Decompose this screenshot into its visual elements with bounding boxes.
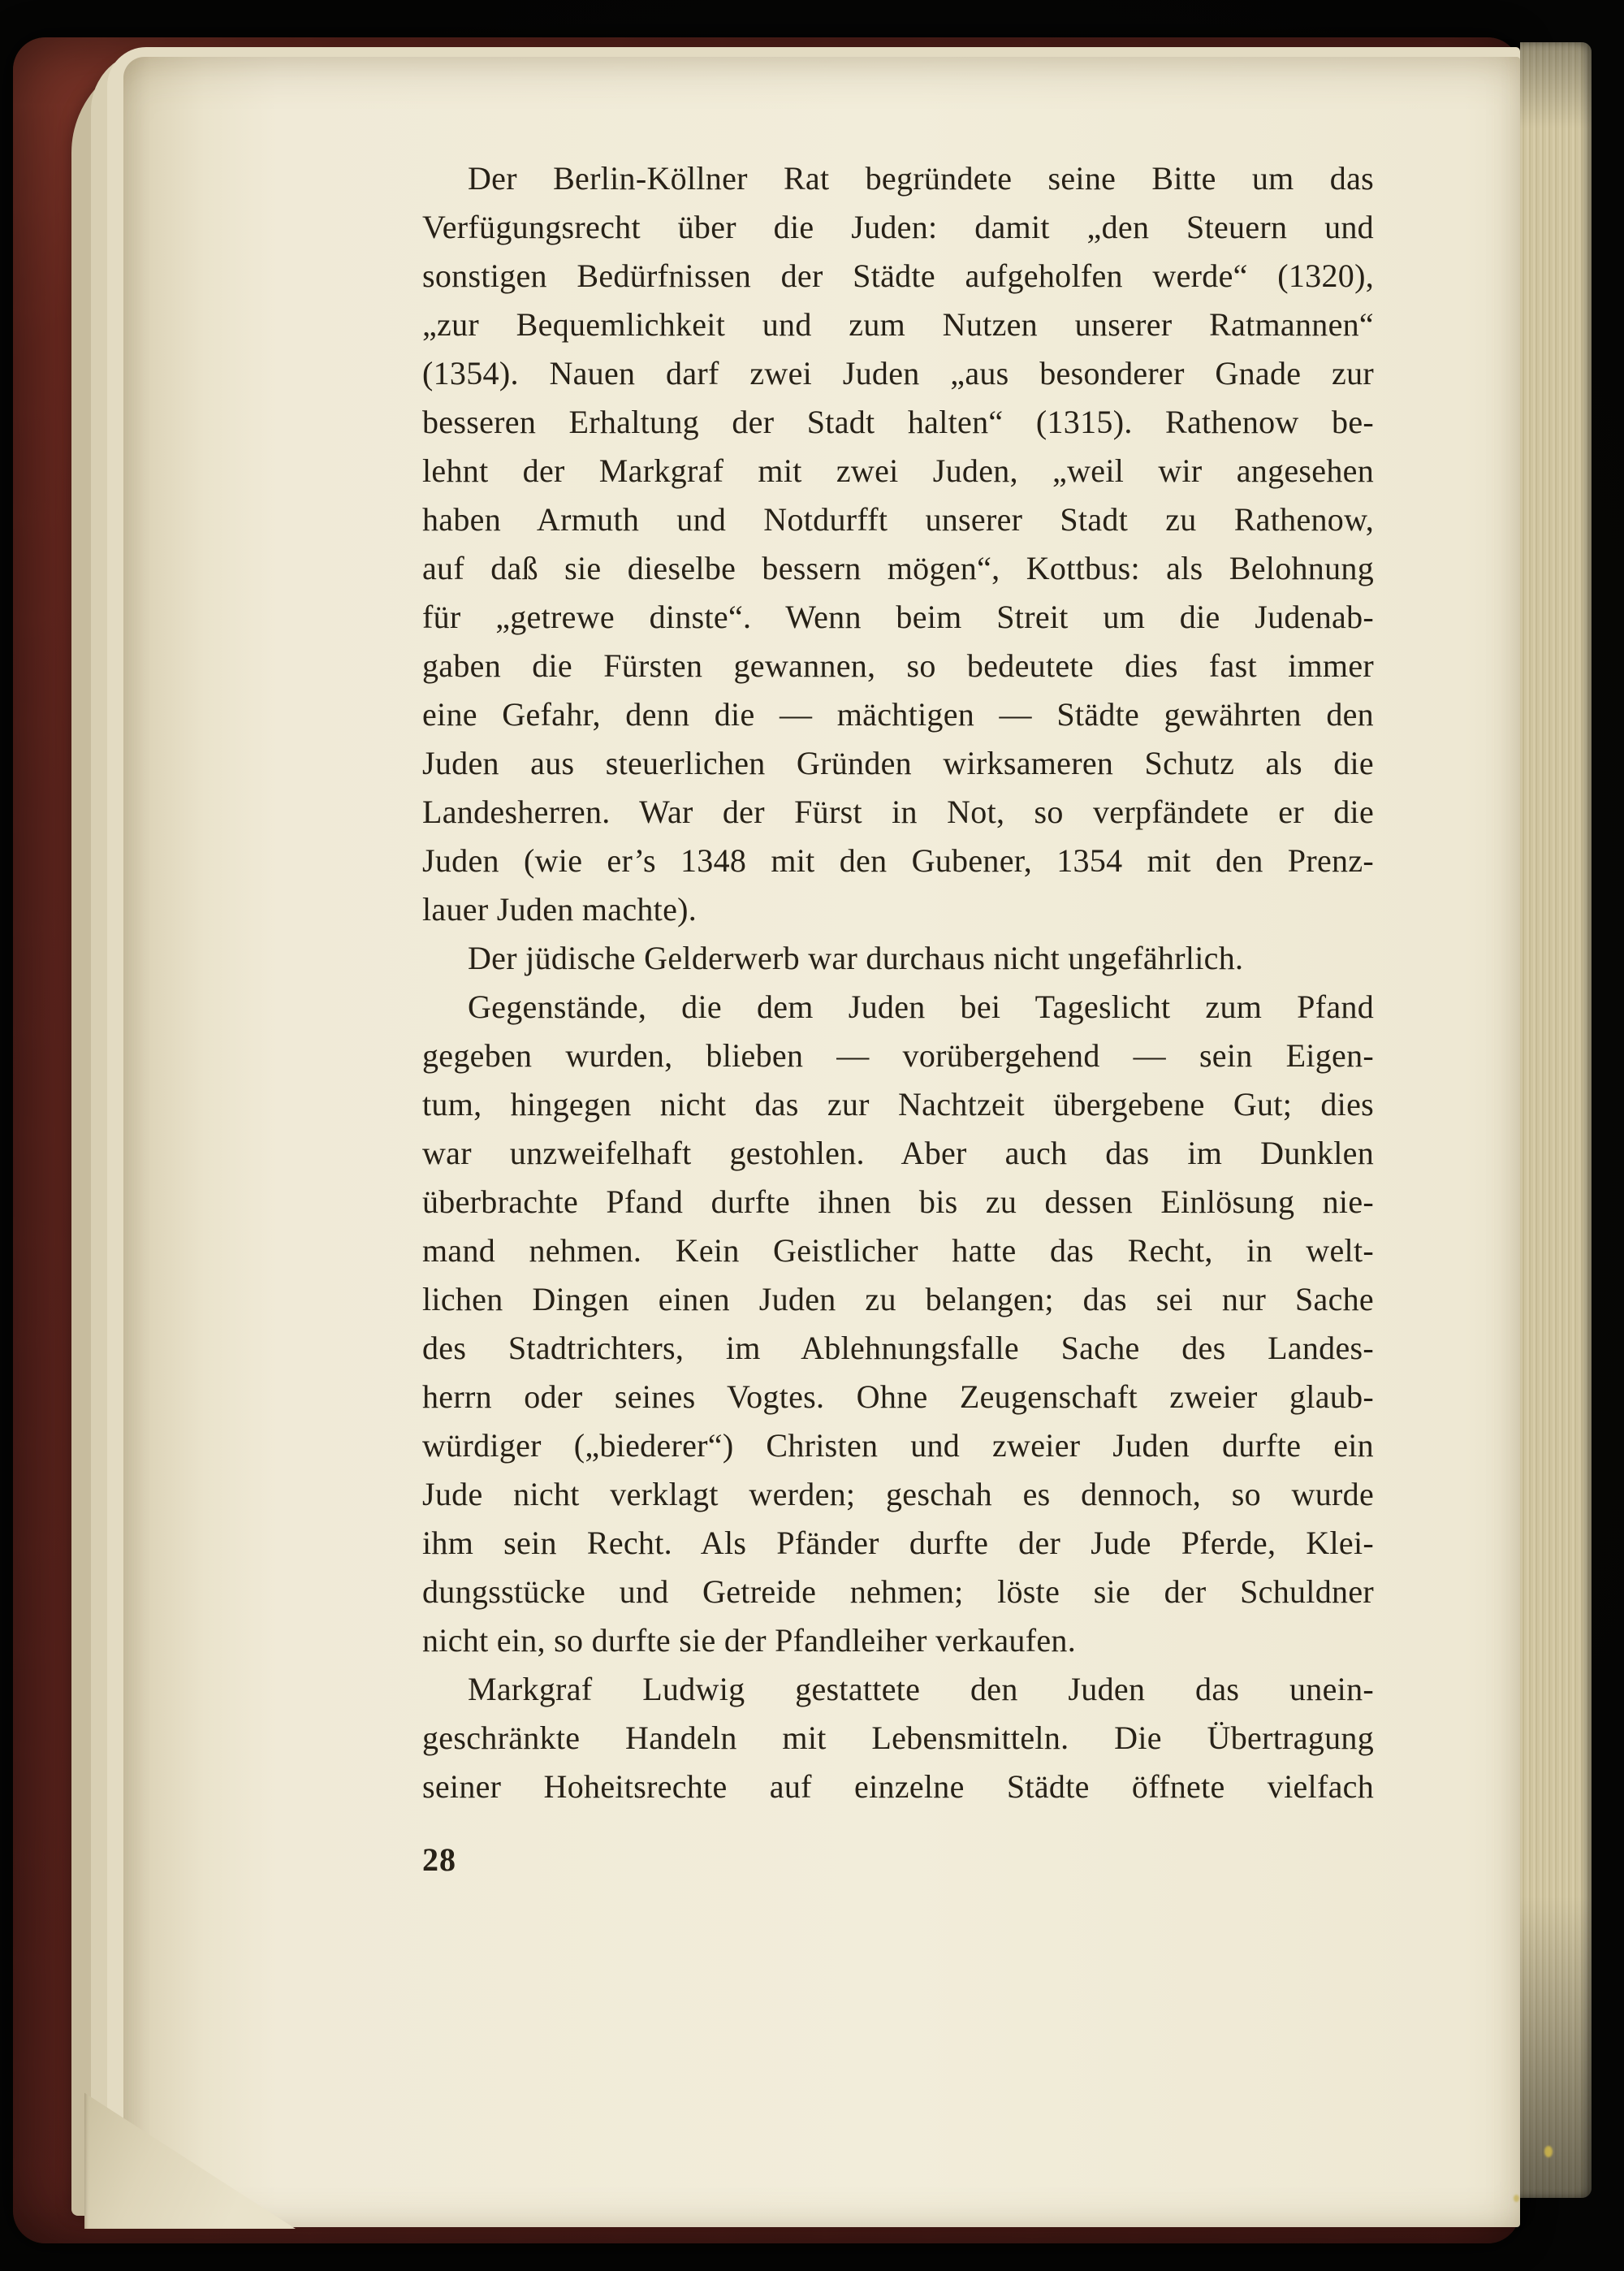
text-line: Jude nicht verklagt werden; geschah es dennoch, so wurde	[422, 1476, 1374, 1512]
text-line: „zur Bequemlichkeit und zum Nutzen unserer Ratmannen“	[422, 306, 1374, 343]
text-line: geschränkte Handeln mit Lebensmitteln. Die Übertragung	[422, 1719, 1374, 1756]
text-line: gaben die Fürsten gewannen, so bedeutete dies fast immer	[422, 647, 1374, 684]
text-line: lichen Dingen einen Juden zu belangen; das sei nur Sache	[422, 1281, 1374, 1317]
text-line: dungsstücke und Getreide nehmen; löste sie der Schuldner	[422, 1573, 1374, 1610]
paragraph	[422, 983, 1374, 1665]
text-line: herrn oder seines Vogtes. Ohne Zeugenschaft zweier glaub-	[422, 1378, 1374, 1415]
text-line: Der Berlin-Köllner Rat begründete seine Bitte um das	[468, 160, 1374, 197]
text-line: ihm sein Recht. Als Pfänder durfte der Jude Pferde, Klei-	[422, 1525, 1374, 1561]
text-line: Landesherren. War der Fürst in Not, so verpfändete er die	[422, 794, 1374, 830]
text-line: überbrachte Pfand durfte ihnen bis zu dessen Einlösung nie-	[422, 1183, 1374, 1220]
book-page	[123, 57, 1520, 2227]
text-line: gegeben wurden, blieben — vorübergehend — sein Eigen-	[422, 1037, 1374, 1074]
paragraph	[422, 1665, 1374, 1811]
text-line: des Stadtrichters, im Ablehnungsfalle Sache des Landes-	[422, 1330, 1374, 1366]
text-line: tum, hingegen nicht das zur Nachtzeit übergebene Gut; dies	[422, 1086, 1374, 1123]
page-number: 28	[422, 1841, 456, 1878]
text-line: lauer Juden machte).	[422, 891, 698, 928]
text-line: sonstigen Bedürfnissen der Städte aufgeholfen werde“ (1320),	[422, 257, 1374, 294]
text-line: Markgraf Ludwig gestattete den Juden das unein-	[468, 1671, 1374, 1707]
text-block	[422, 154, 1374, 1811]
text-line: haben Armuth und Notdurfft unserer Stadt zu Rathenow,	[422, 501, 1374, 538]
dust-speck	[1514, 2195, 1519, 2202]
text-line: besseren Erhaltung der Stadt halten“ (1315). Rathenow be-	[422, 404, 1374, 440]
text-line: eine Gefahr, denn die — mächtigen — Städte gewährten den	[422, 696, 1374, 733]
text-line: Gegenstände, die dem Juden bei Tageslicht zum Pfand	[468, 988, 1374, 1025]
text-line: für „getrewe dinste“. Wenn beim Streit um die Judenab-	[422, 599, 1374, 635]
dust-speck	[1544, 2146, 1553, 2157]
paragraph	[422, 934, 1374, 983]
text-line: lehnt der Markgraf mit zwei Juden, „weil wir angesehen	[422, 452, 1374, 489]
text-line: Der jüdische Gelderwerb war durchaus nicht ungefährlich.	[468, 940, 1244, 976]
text-line: mand nehmen. Kein Geistlicher hatte das Recht, in welt-	[422, 1232, 1374, 1269]
text-line: seiner Hoheitsrechte auf einzelne Städte öffnete vielfach	[422, 1768, 1374, 1805]
paragraph	[422, 154, 1374, 934]
text-line: würdiger („biederer“) Christen und zweier Juden durfte ein	[422, 1427, 1374, 1464]
text-line: Juden (wie er’s 1348 mit den Gubener, 1354 mit den Prenz-	[422, 842, 1374, 879]
text-line: auf daß sie dieselbe bessern mögen“, Kottbus: als Belohnung	[422, 550, 1374, 586]
text-line: war unzweifelhaft gestohlen. Aber auch das im Dunklen	[422, 1135, 1374, 1171]
text-line: Juden aus steuerlichen Gründen wirksameren Schutz als die	[422, 745, 1374, 781]
text-line: nicht ein, so durfte sie der Pfandleiher verkaufen.	[422, 1622, 1077, 1659]
fore-edge	[1520, 42, 1592, 2198]
text-line: Verfügungsrecht über die Juden: damit „den Steuern und	[422, 209, 1374, 245]
text-line: (1354). Nauen darf zwei Juden „aus besonderer Gnade zur	[422, 355, 1374, 391]
